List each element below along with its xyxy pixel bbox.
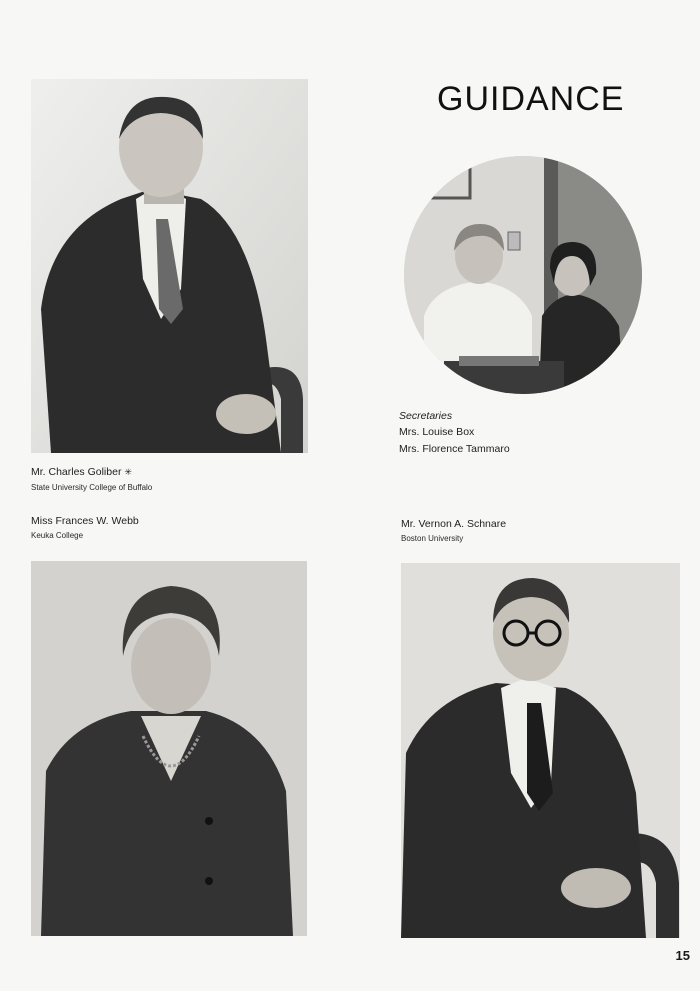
staff-name-goliber: Mr. Charles Goliber ✳ <box>31 466 132 478</box>
staff-school-webb: Keuka College <box>31 531 84 540</box>
staff-name-schnare: Mr. Vernon A. Schnare <box>401 518 507 530</box>
staff-name-webb: Miss Frances W. Webb <box>31 515 139 527</box>
photo-charles-goliber <box>31 79 308 453</box>
photo-vernon-schnare <box>401 563 680 938</box>
photo-frances-webb <box>31 561 307 936</box>
asterisk-mark: ✳ <box>124 467 132 477</box>
secretaries-label: Secretaries <box>399 410 453 422</box>
secretary-name: Mrs. Louise Box <box>399 426 475 438</box>
page-title: GUIDANCE <box>437 80 625 118</box>
secretary-name: Mrs. Florence Tammaro <box>399 443 510 455</box>
staff-school-goliber: State University College of Buffalo <box>31 483 153 492</box>
staff-school-schnare: Boston University <box>401 534 464 543</box>
photo-secretaries <box>404 156 642 394</box>
page-number: 15 <box>675 948 690 963</box>
